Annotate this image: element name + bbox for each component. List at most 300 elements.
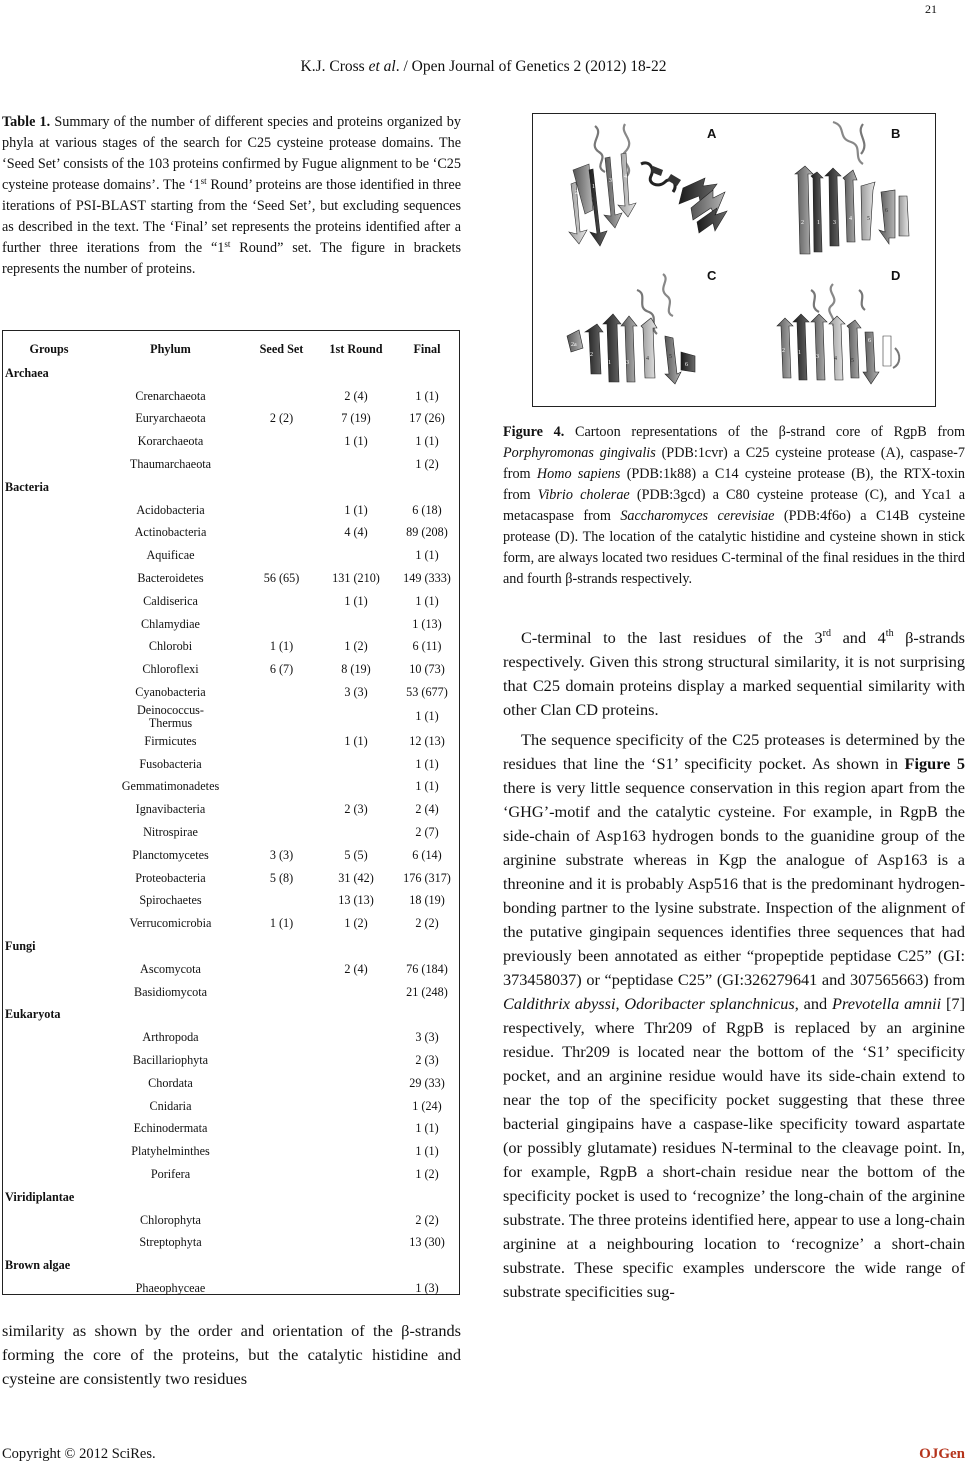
phylum-cell	[93, 1186, 248, 1209]
group-cell	[5, 912, 93, 935]
seed-set-cell	[248, 430, 315, 453]
strand-label: 2	[590, 352, 593, 358]
final-cell: 6 (14)	[412, 847, 442, 862]
seed-set-cell	[248, 1277, 315, 1300]
group-cell	[5, 1163, 93, 1186]
phylum-cell: Ascomycota	[140, 961, 201, 976]
table-row	[5, 385, 457, 408]
final-cell: 1 (3)	[415, 1280, 439, 1295]
strand-label: 6	[685, 362, 688, 368]
panel-c	[567, 268, 717, 384]
table-row	[5, 408, 457, 431]
strand-label: 5	[669, 354, 672, 360]
table-header-row	[5, 336, 457, 362]
seed-set-cell	[248, 522, 315, 545]
first-round-cell	[315, 544, 397, 567]
strand-label: 3	[626, 360, 629, 366]
group-cell: Archaea	[5, 365, 49, 380]
table-group-row	[5, 362, 457, 385]
group-cell	[5, 1209, 93, 1232]
final-cell: 1 (1)	[415, 756, 439, 771]
table-row	[5, 844, 457, 867]
group-cell	[5, 1095, 93, 1118]
first-round-cell	[315, 1254, 397, 1277]
group-cell	[5, 730, 93, 753]
seed-set-cell	[248, 1186, 315, 1209]
final-cell: 1 (1)	[415, 388, 439, 403]
left-bottom-text: similarity as shown by the order and orientation of the β-strands forming the core of the proteins, but the catalytic histidine and cysteine are consistently two residues	[2, 1321, 461, 1388]
final-cell: 29 (33)	[409, 1075, 445, 1090]
group-cell	[5, 613, 93, 636]
table-row	[5, 912, 457, 935]
panel-label-b: B	[891, 126, 901, 141]
group-cell	[5, 798, 93, 821]
seed-set-cell	[248, 1004, 315, 1027]
table-group-row	[5, 1186, 457, 1209]
seed-set-cell	[248, 1209, 315, 1232]
first-round-cell	[315, 1163, 397, 1186]
final-cell	[397, 1186, 457, 1209]
table-row	[5, 658, 457, 681]
group-cell	[5, 1049, 93, 1072]
panel-b	[795, 122, 909, 254]
seed-set-cell	[248, 1049, 315, 1072]
col-header-groups: Groups	[29, 341, 69, 356]
table-row	[5, 453, 457, 476]
table-row	[5, 1140, 457, 1163]
phylum-cell: Spirochaetes	[139, 893, 202, 908]
final-cell: 1 (13)	[412, 616, 442, 631]
phylum-cell: Chlorophyta	[140, 1212, 201, 1227]
seed-set-cell: 1 (1)	[269, 916, 294, 931]
phylum-cell: Gemmatimonadetes	[121, 779, 220, 794]
phylum-cell: Chloroflexi	[142, 662, 199, 677]
seed-set-cell	[248, 1163, 315, 1186]
phylum-cell: Acidobacteria	[136, 502, 205, 517]
table-row	[5, 753, 457, 776]
group-cell	[5, 1231, 93, 1254]
table-body	[5, 362, 457, 1300]
table-row	[5, 544, 457, 567]
group-cell	[5, 544, 93, 567]
final-cell: 1 (1)	[415, 1121, 439, 1136]
final-cell: 1 (2)	[415, 1166, 439, 1181]
table-row	[5, 1095, 457, 1118]
strand-label: 5	[867, 216, 870, 222]
group-cell	[5, 1072, 93, 1095]
final-cell: 2 (2)	[415, 1212, 439, 1227]
final-cell: 1 (24)	[412, 1098, 442, 1113]
figure-4-illustration	[533, 114, 937, 408]
group-cell: Brown algae	[5, 1258, 71, 1273]
final-cell: 10 (73)	[409, 662, 445, 677]
col-header-phylum: Phylum	[150, 341, 191, 356]
right-body-text	[503, 626, 965, 1304]
first-round-cell: 2 (4)	[344, 961, 368, 976]
group-cell	[5, 522, 93, 545]
phylum-cell: Streptophyta	[139, 1235, 202, 1250]
seed-set-cell	[248, 1026, 315, 1049]
group-cell	[5, 704, 93, 730]
phylum-cell: Thaumarchaeota	[129, 457, 212, 472]
strand-label: 3	[609, 178, 612, 184]
group-cell	[5, 844, 93, 867]
table-row	[5, 867, 457, 890]
first-round-cell	[315, 704, 397, 730]
col-header-first-round: 1st Round	[329, 341, 383, 356]
seed-set-cell	[248, 590, 315, 613]
table-caption-block	[2, 112, 461, 280]
seed-set-cell	[248, 730, 315, 753]
table-group-row	[5, 1004, 457, 1027]
group-cell	[5, 590, 93, 613]
table-row	[5, 1049, 457, 1072]
table-row	[5, 636, 457, 659]
strand-label: 2	[801, 220, 804, 226]
first-round-cell	[315, 753, 397, 776]
figure-caption: Figure 4. Cartoon representations of the β-strand core of RgpB from Porphyromonas gingivalis (PDB:1cvr) a C25 cysteine protease (A), caspase-7 from Homo sapiens (PDB:1k88) a C14 cysteine protease (B), the RTX-toxin from Vibrio cholerae (PDB:3gcd) a C80 cysteine protease (C), and Yca1 a metacaspase from Saccharomyces cerevisiae (PDB:4f6o) a C14B cysteine protease (D). The location of the catalytic histidine and cysteine shown in stick form, are always located two residues C-terminal of the final residues in the third and fourth β-strands respectively.	[503, 424, 965, 587]
strand-label: 3	[816, 354, 819, 360]
final-cell: 1 (1)	[415, 548, 439, 563]
group-cell	[5, 981, 93, 1004]
strand-label: 2a	[571, 342, 577, 348]
table-row	[5, 958, 457, 981]
first-round-cell	[315, 776, 397, 799]
final-cell: 2 (3)	[415, 1053, 439, 1067]
phylum-cell: Chlamydiae	[141, 616, 200, 631]
panel-label-d: D	[891, 268, 901, 283]
col-header-seed-set: Seed Set	[259, 341, 304, 356]
group-cell	[5, 776, 93, 799]
final-cell: 2 (7)	[415, 825, 439, 840]
footer-journal: OJGen	[919, 1446, 965, 1462]
phylum-cell: Deinococcus- Thermus	[136, 702, 204, 730]
seed-set-cell: 1 (1)	[269, 639, 294, 654]
group-cell	[5, 753, 93, 776]
phylum-cell	[93, 935, 248, 958]
first-round-cell	[315, 981, 397, 1004]
phylum-cell: Bacteroidetes	[137, 571, 204, 586]
phylum-cell: Nitrospirae	[143, 825, 198, 840]
first-round-cell	[315, 1026, 397, 1049]
phylum-cell: Cnidaria	[149, 1098, 192, 1113]
strand-label: 3	[833, 220, 836, 226]
seed-set-cell	[248, 1140, 315, 1163]
table-row	[5, 890, 457, 913]
final-cell	[397, 362, 457, 385]
group-cell	[5, 821, 93, 844]
strand-label: 1	[592, 184, 595, 190]
seed-set-cell	[248, 753, 315, 776]
group-cell	[5, 567, 93, 590]
seed-set-cell: 3 (3)	[269, 847, 294, 862]
final-cell: 2 (2)	[415, 916, 439, 931]
phylum-cell: Arthropoda	[142, 1030, 199, 1045]
seed-set-cell: 2 (2)	[269, 411, 294, 426]
strand-label: 4	[834, 356, 837, 362]
first-round-cell: 1 (2)	[344, 916, 368, 931]
col-header-final: Final	[413, 341, 441, 356]
first-round-cell: 31 (42)	[338, 870, 374, 885]
first-round-cell: 5 (5)	[344, 847, 368, 862]
table-row	[5, 1163, 457, 1186]
phylum-cell: Echinodermata	[133, 1121, 208, 1136]
first-round-cell	[315, 453, 397, 476]
first-round-cell	[315, 1072, 397, 1095]
phylum-cell: Firmicutes	[144, 733, 197, 748]
final-cell: 2 (4)	[415, 802, 439, 817]
first-round-cell	[315, 935, 397, 958]
phylum-cell: Planctomycetes	[132, 847, 209, 862]
first-round-cell	[315, 1209, 397, 1232]
group-cell	[5, 890, 93, 913]
first-round-cell	[315, 476, 397, 499]
seed-set-cell	[248, 362, 315, 385]
final-cell: 17 (26)	[409, 411, 445, 426]
first-round-cell: 8 (19)	[341, 662, 371, 677]
seed-set-cell	[248, 681, 315, 704]
seed-set-cell	[248, 385, 315, 408]
phylum-cell: Korarchaeota	[137, 434, 204, 449]
first-round-cell	[315, 1231, 397, 1254]
phylum-cell	[93, 476, 248, 499]
table-row	[5, 567, 457, 590]
group-cell: Bacteria	[5, 479, 49, 494]
phylum-cell: Euryarchaeota	[135, 411, 206, 426]
phylum-cell: Basidiomycota	[133, 984, 208, 999]
table-row	[5, 499, 457, 522]
final-cell: 1 (1)	[415, 434, 439, 449]
group-cell	[5, 1118, 93, 1141]
phylum-cell: Chlorobi	[148, 639, 193, 654]
group-cell	[5, 430, 93, 453]
strand-label: 6	[885, 208, 888, 214]
final-cell: 6 (11)	[412, 639, 442, 654]
seed-set-cell	[248, 704, 315, 730]
group-cell	[5, 636, 93, 659]
phylum-cell	[93, 362, 248, 385]
left-bottom-paragraph	[2, 1319, 461, 1391]
phylum-cell: Aquificae	[146, 548, 195, 563]
first-round-cell	[315, 613, 397, 636]
figure-caption-block	[503, 422, 965, 590]
figure-4	[532, 113, 936, 407]
first-round-cell: 7 (19)	[341, 411, 371, 426]
first-round-cell: 13 (13)	[338, 893, 374, 908]
seed-set-cell	[248, 798, 315, 821]
table-row	[5, 1072, 457, 1095]
first-round-cell: 4 (4)	[344, 525, 368, 540]
first-round-cell: 1 (1)	[344, 593, 368, 608]
final-cell: 3 (3)	[415, 1030, 439, 1045]
first-round-cell: 1 (1)	[344, 502, 368, 517]
phylum-cell: Phaeophyceae	[135, 1280, 206, 1295]
phylum-cell: Fusobacteria	[139, 756, 202, 771]
panel-a	[569, 124, 727, 246]
final-cell: 1 (1)	[415, 1144, 439, 1159]
first-round-cell	[315, 1186, 397, 1209]
seed-set-cell	[248, 890, 315, 913]
final-cell: 6 (18)	[412, 502, 442, 517]
phylum-cell: Caldiserica	[143, 593, 198, 608]
final-cell: 1 (1)	[415, 593, 439, 608]
seed-set-cell	[248, 958, 315, 981]
first-round-cell: 131 (210)	[332, 571, 380, 586]
group-cell	[5, 867, 93, 890]
seed-set-cell	[248, 1072, 315, 1095]
strand-label: 5	[851, 358, 854, 364]
running-header: K.J. Cross et al. / Open Journal of Genetics 2 (2012) 18-22	[300, 58, 667, 75]
panel-label-c: C	[707, 268, 717, 283]
strand-label: 4	[646, 356, 649, 362]
phylum-cell: Bacillariophyta	[132, 1053, 209, 1067]
final-cell: 53 (677)	[406, 685, 448, 700]
group-cell: Viridiplantae	[5, 1189, 75, 1204]
strand-label: 1	[798, 350, 801, 356]
phylum-cell: Ignavibacteria	[135, 802, 206, 817]
table-row	[5, 981, 457, 1004]
first-round-cell	[315, 1140, 397, 1163]
final-cell	[397, 1004, 457, 1027]
strand-label: 5	[643, 170, 646, 176]
phylum-cell: Actinobacteria	[134, 525, 207, 540]
first-round-cell: 2 (3)	[344, 802, 368, 817]
first-round-cell	[315, 1049, 397, 1072]
table-row	[5, 798, 457, 821]
seed-set-cell	[248, 476, 315, 499]
table-row	[5, 704, 457, 730]
seed-set-cell	[248, 1118, 315, 1141]
table-row	[5, 1118, 457, 1141]
phylum-cell: Verrucomicrobia	[129, 916, 212, 931]
group-cell	[5, 681, 93, 704]
panel-label-a: A	[707, 126, 717, 141]
seed-set-cell: 5 (8)	[269, 870, 294, 885]
table-row	[5, 590, 457, 613]
final-cell	[397, 1254, 457, 1277]
seed-set-cell	[248, 935, 315, 958]
final-cell	[397, 935, 457, 958]
right-paragraph-1: C-terminal to the last residues of the 3rd and 4th β-strands respectively. Given this strong structural similarity, it is not surprising that C25 domain proteins display a marked sequential similarity with other Clan CD proteins.	[503, 628, 965, 719]
group-cell	[5, 453, 93, 476]
right-paragraph-2: The sequence specificity of the C25 proteases is determined by the residues that line the ‘S1’ specificity pocket. As shown in Figure 5 there is very little sequence conservation in this region apart from the ‘GHG’-motif and the catalytic cysteine. For example, in RgpB the side-chain of Asp163 hydrogen bonds to the guanidine group of the arginine substrate whereas in Kgp the analogue of Asp163 is a threonine and it is probably Asp516 that is the predominant hydrogen-bonding partner to the lysine substrate. Inspection of the alignment of the putative gingipain sequences identifies three sequences that had previously been annotated as either “propeptide peptidase C25” (GI: 373458037) or “peptidase C25” (GI:326279641 and 307565663) from Caldithrix abyssi, Odoribacter splanchnicus, and Prevotella amnii [7] respectively, where Thr209 of RgpB is replaced by an arginine residue. Thr209 is located near the bottom of the ‘S1’ specificity pocket, and an arginine residue would have its side-chain extend to near the top of the specificity pocket suggesting that these three bacterial gingipains have a caspase-like specificity toward aspartate (or possibly glutamate) residues N-terminal to the cleavage point. In, for example, RgpB a short-chain residue near the bottom of the specificity pocket is used to ‘recognize’ the long-chain of the arginine substrate. The three proteins identified here, appear to use a long-chain arginine at a neighbouring location to ‘recognize’ a short-chain substrate. These specific examples underscore the wide range of substrate specificities sug-	[503, 730, 965, 1301]
first-round-cell: 1 (1)	[344, 733, 368, 748]
table-row	[5, 1026, 457, 1049]
strand-label: 6	[657, 164, 660, 170]
phyla-table	[2, 330, 460, 1295]
table-row	[5, 730, 457, 753]
first-round-cell	[315, 1118, 397, 1141]
table-group-row	[5, 1254, 457, 1277]
phylum-cell: Platyhelminthes	[131, 1144, 210, 1159]
page-number: 21	[925, 2, 937, 16]
final-cell: 1 (1)	[415, 709, 439, 724]
group-cell	[5, 1026, 93, 1049]
first-round-cell: 3 (3)	[344, 685, 368, 700]
phylum-cell	[93, 1004, 248, 1027]
final-cell: 176 (317)	[403, 870, 451, 885]
footer-copyright: Copyright © 2012 SciRes.	[2, 1446, 156, 1462]
strand-label: 1	[608, 360, 611, 366]
strand-label: 6	[868, 338, 871, 344]
final-cell: 76 (184)	[406, 961, 448, 976]
seed-set-cell	[248, 453, 315, 476]
seed-set-cell	[248, 1254, 315, 1277]
table-row	[5, 821, 457, 844]
phylum-cell	[93, 1254, 248, 1277]
first-round-cell	[315, 362, 397, 385]
table-row	[5, 430, 457, 453]
table-row	[5, 776, 457, 799]
table-row	[5, 1231, 457, 1254]
first-round-cell	[315, 1004, 397, 1027]
seed-set-cell: 6 (7)	[269, 662, 294, 677]
seed-set-cell	[248, 613, 315, 636]
final-cell: 12 (13)	[409, 733, 445, 748]
first-round-cell: 1 (2)	[344, 639, 368, 654]
seed-set-cell	[248, 499, 315, 522]
strand-label: 2	[782, 348, 785, 354]
group-cell	[5, 385, 93, 408]
strand-label: 4	[849, 216, 852, 222]
table-row	[5, 1209, 457, 1232]
final-cell: 18 (19)	[409, 893, 445, 908]
seed-set-cell	[248, 544, 315, 567]
strand-label: 2	[575, 190, 578, 196]
phylum-cell: Cyanobacteria	[135, 685, 206, 700]
seed-set-cell	[248, 1231, 315, 1254]
seed-set-cell	[248, 821, 315, 844]
final-cell: 13 (30)	[409, 1235, 445, 1250]
first-round-cell	[315, 821, 397, 844]
table-group-row	[5, 476, 457, 499]
final-cell: 1 (2)	[415, 457, 439, 472]
first-round-cell: 2 (4)	[344, 388, 368, 403]
final-cell: 149 (333)	[403, 571, 451, 586]
group-cell	[5, 958, 93, 981]
group-cell	[5, 1277, 93, 1300]
table-group-row	[5, 935, 457, 958]
strand-label: 1	[817, 220, 820, 226]
group-cell	[5, 658, 93, 681]
phylum-cell: Proteobacteria	[135, 870, 206, 885]
final-cell: 21 (248)	[406, 984, 448, 999]
table-row	[5, 522, 457, 545]
final-cell: 1 (1)	[415, 779, 439, 794]
first-round-cell	[315, 1095, 397, 1118]
final-cell	[397, 476, 457, 499]
panel-d	[777, 268, 900, 384]
first-round-cell: 1 (1)	[344, 434, 368, 449]
group-cell	[5, 1140, 93, 1163]
strand-label: 4	[624, 174, 627, 180]
table-row	[5, 681, 457, 704]
phylum-cell: Crenarchaeota	[135, 388, 206, 403]
seed-set-cell	[248, 1095, 315, 1118]
table-row	[5, 613, 457, 636]
group-cell: Fungi	[5, 939, 36, 954]
table-caption: Table 1. Summary of the number of different species and proteins organized by phyla at various stages of the search for C25 cysteine protease domains. The ‘Seed Set’ consists of the 103 proteins confirmed by Fugue alignment to be ‘C25 cysteine protease domains’. The ‘1st Round’ proteins are those identified in three iterations of PSI-BLAST starting from the ‘Seed Set’, but excluding sequences as described in the text. The ‘Final’ set represents the proteins identified after a further three iterations from the “1st Round” set. The figure in brackets represents the number of proteins.	[2, 114, 461, 277]
first-round-cell	[315, 1277, 397, 1300]
table-row	[5, 1277, 457, 1300]
group-cell: Eukaryota	[5, 1007, 61, 1022]
phylum-cell: Chordata	[148, 1075, 193, 1090]
phylum-cell: Porifera	[150, 1166, 191, 1181]
group-cell	[5, 499, 93, 522]
seed-set-cell: 56 (65)	[263, 571, 300, 586]
final-cell: 89 (208)	[406, 525, 448, 540]
group-cell	[5, 408, 93, 431]
